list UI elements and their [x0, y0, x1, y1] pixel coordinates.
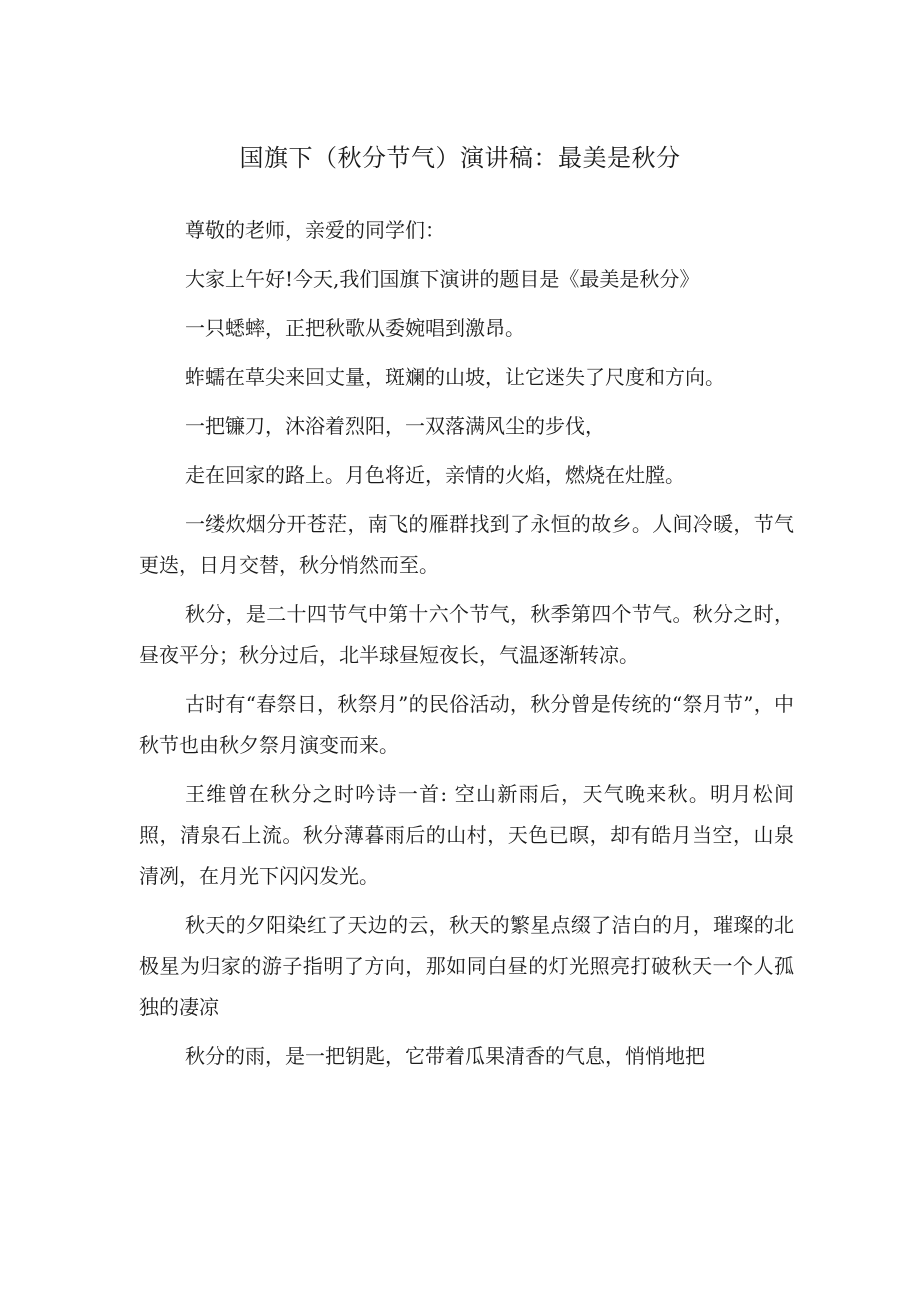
- paragraph: 秋分，是二十四节气中第十六个节气，秋季第四个节气。秋分之时，昼夜平分；秋分过后，北半球昼短夜长，气温逐渐转凉。: [139, 602, 794, 667]
- paragraph-salutation: 尊敬的老师，亲爱的同学们：: [185, 218, 445, 242]
- paragraph: 一只蟋蟀，正把秋歌从委婉唱到激昂。: [185, 316, 525, 340]
- paragraph: 走在回家的路上。月色将近，亲情的火焰，燃烧在灶膛。: [185, 463, 685, 487]
- paragraph: 秋分的雨，是一把钥匙，它带着瓜果清香的气息，悄悄地把: [185, 1044, 705, 1068]
- paragraph: 秋天的夕阳染红了天边的云，秋天的繁星点缀了洁白的月，璀璨的北极星为归家的游子指明了方向，那如同白昼的灯光照亮打破秋天一个人孤独的凄凉: [139, 913, 794, 1019]
- paragraph: 蚱蠕在草尖来回丈量，斑斓的山坡，让它迷失了尺度和方向。: [185, 365, 725, 389]
- document-body: [139, 210, 794, 1085]
- document-title: 国旗下（秋分节气）演讲稿：最美是秋分: [239, 144, 681, 172]
- paragraph: 一把镰刀，沐浴着烈阳，一双落满风尘的步伐，: [185, 414, 605, 438]
- paragraph: 王维曾在秋分之时吟诗一首: 空山新雨后，天气晚来秋。明月松间照，清泉石上流。秋分薄暮雨后的山村，天色已暝，却有皓月当空，山泉清冽，在月光下闪闪发光。: [139, 782, 794, 888]
- paragraph: 一缕炊烟分开苍茫，南飞的雁群找到了永恒的故乡。人间冷暖，节气更迭，日月交替，秋分悄然而至。: [139, 512, 794, 577]
- paragraph: 古时有“春祭日，秋祭月”的民俗活动，秋分曾是传统的“祭月节”，中秋节也由秋夕祭月演变而来。: [139, 692, 794, 757]
- paragraph-greeting: 大家上午好!今天,我们国旗下演讲的题目是《最美是秋分》: [185, 267, 700, 291]
